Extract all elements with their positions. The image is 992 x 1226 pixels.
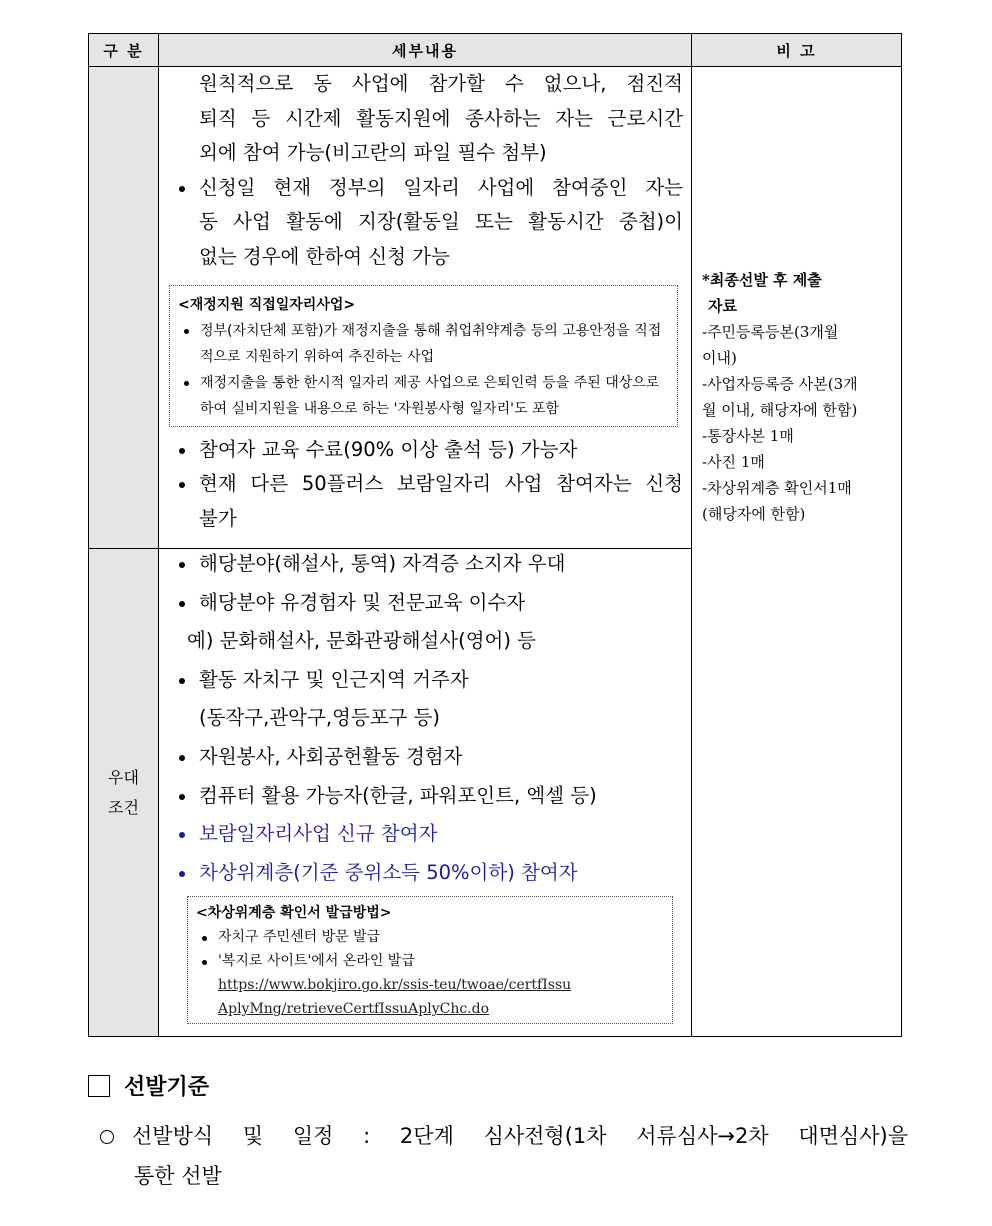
bokjiro-url-line[interactable]: AplyMng/retrieveCertfIssuAplyChc.do [218,1001,490,1018]
selection-criteria-text [100,1116,908,1196]
bokjiro-link[interactable] [196,973,662,1021]
requirement-bullet: 참여자 교육 수료(90% 이상 출석 등) 가능자 [171,433,683,468]
category-cell-preferences [89,549,159,1037]
criteria-line-cont: 통한 선발 [134,1164,222,1188]
eligibility-table [88,33,902,1037]
header-category: 구 분 [89,34,159,67]
remarks-cell [692,67,902,1037]
circle-bullet-icon [100,1130,114,1144]
preference-bullet: 해당분야(해설사, 통역) 자격증 소지자 우대 [171,547,683,582]
remarks-item: -통장사본 1매 [702,427,794,445]
remarks-title: *최종선발 후 제출 [702,271,822,289]
requirement-bullet-cont: 불가 [199,506,237,530]
category-cell-empty [89,67,159,549]
section-title: 선발기준 [124,1075,210,1100]
note-title: <차상위계층 확인서 발급방법> [196,905,392,922]
preference-sub: (동작구,관악구,영등포구 등) [199,706,441,730]
category-label: 조건 [108,797,139,817]
requirement-text-line: 외에 참여 가능(비고란의 파일 필수 첨부) [199,141,547,165]
header-remarks: 비 고 [692,34,902,67]
remarks-subtitle: 자료 [708,297,737,315]
note-item: '복지로 사이트'에서 온라인 발급 [196,949,662,973]
requirement-bullet-cont: 동 사업 활동에 지장(활동일 또는 활동시간 중첩)이 [199,210,683,234]
direct-job-program-note [169,285,678,427]
note-item: 정부(자치단체 포함)가 재정지출을 통해 취업취약계층 등의 고용안정을 직접적으로 지원하기 위하여 추진하는 사업 [178,318,663,370]
remarks-item: 월 이내, 해당자에 한함) [702,401,858,419]
preference-bullet-highlight: 보람일자리사업 신규 참여자 [171,817,683,852]
preference-bullet: 활동 자치구 및 인근지역 거주자 [171,663,683,698]
header-details: 세부내용 [159,34,692,67]
note-item: 자치구 주민센터 방문 발급 [196,925,662,949]
criteria-text: 선발방식 및 일정 : 2단계 심사전형(1차 서류심사→2차 대면심사)을 [132,1124,908,1148]
requirement-bullet: 신청일 현재 정부의 일자리 사업에 참여중인 자는 [171,171,683,206]
preference-bullet: 해당분야 유경험자 및 전문교육 이수자 [171,586,683,621]
table-row-requirements [89,67,902,549]
requirement-bullet: 현재 다른 50플러스 보람일자리 사업 참여자는 신청 [171,467,683,502]
note-item: 재정지출을 통한 한시적 일자리 제공 사업으로 은퇴인력 등을 주된 대상으로 하여 실비지원을 내용으로 하는 '자원봉사형 일자리'도 포함 [178,370,663,422]
low-income-certificate-note [187,896,673,1024]
remarks-item: -주민등록등본(3개월 [702,323,839,341]
checkbox-square-icon [88,1075,110,1097]
details-cell-requirements [159,67,692,549]
remarks-item: -사진 1매 [702,453,765,471]
criteria-line [100,1116,908,1156]
requirement-bullet-cont: 없는 경우에 한하여 신청 가능 [199,244,450,268]
preference-bullet: 컴퓨터 활용 가능자(한글, 파워포인트, 엑셀 등) [171,779,683,814]
table-header-row [89,34,902,67]
category-label: 우대 [108,767,139,787]
requirement-text-line: 원칙적으로 동 사업에 참가할 수 없으나, 점진적 [199,72,683,95]
preference-bullet: 자원봉사, 사회공헌활동 경험자 [171,740,683,775]
preference-example: 예) 문화해설사, 문화관광해설사(영어) 등 [187,629,537,653]
remarks-item: (해당자에 한함) [702,505,806,523]
remarks-item: -차상위계층 확인서1매 [702,479,852,497]
requirement-text-line: 퇴직 등 시간제 활동지원에 종사하는 자는 근로시간 [199,106,683,130]
details-cell-preferences [159,549,692,1037]
preference-bullet-highlight: 차상위계층(기준 중위소득 50%이하) 참여자 [171,856,683,891]
remarks-item: 이내) [702,349,737,367]
bokjiro-url-line[interactable]: https://www.bokjiro.go.kr/ssis-teu/twoae/certfIssu [218,977,572,994]
remarks-item: -사업자등록증 사본(3개 [702,375,858,393]
note-title: <재정지원 직접일자리사업> [178,296,356,313]
selection-criteria-heading [88,1070,209,1101]
